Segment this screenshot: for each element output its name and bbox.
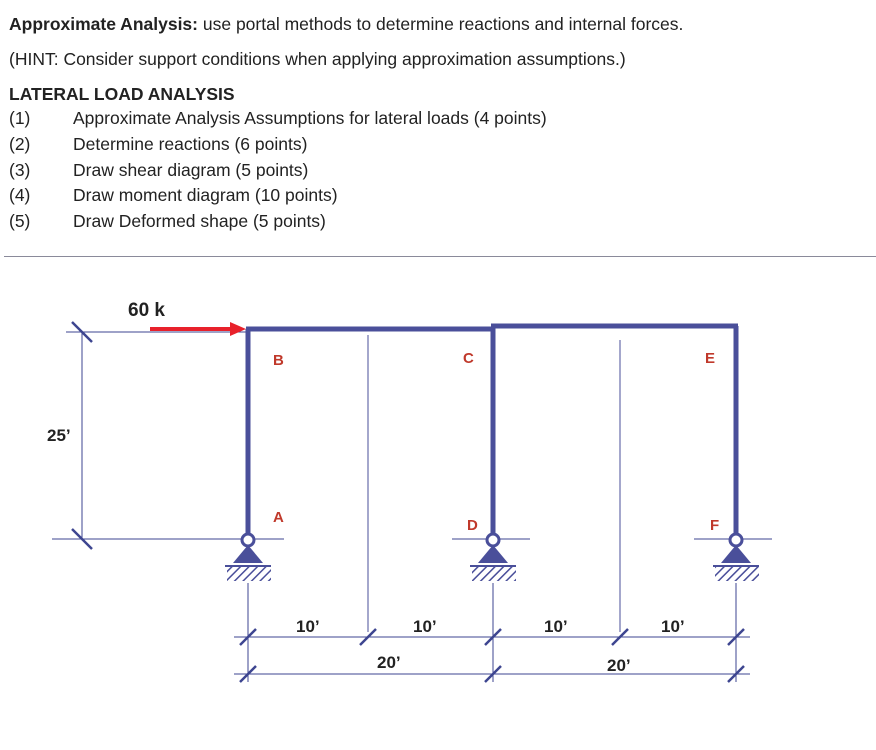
node-label-b: B (273, 352, 284, 369)
node-label-e: E (705, 350, 716, 367)
task-4-text: Draw moment diagram (10 points) (73, 185, 338, 205)
dim-label-4: 10’ (661, 617, 685, 636)
load-label: 60 k (128, 300, 165, 321)
task-3-number: (3) (9, 160, 31, 180)
task-4-number: (4) (9, 185, 31, 205)
dim-label-2: 10’ (413, 617, 437, 636)
pin-support-f (713, 534, 759, 581)
task-3-text: Draw shear diagram (5 points) (73, 160, 309, 180)
dim-label-6: 20’ (607, 656, 631, 675)
task-2-text: Determine reactions (6 points) (73, 134, 308, 154)
node-label-d: D (467, 517, 478, 534)
load-arrow-head (230, 322, 246, 336)
node-label-f: F (710, 517, 720, 534)
height-label: 25’ (47, 426, 71, 445)
task-5-text: Draw Deformed shape (5 points) (73, 211, 326, 231)
dim-label-3: 10’ (544, 617, 568, 636)
task-5-number: (5) (9, 211, 31, 231)
dim-label-5: 20’ (377, 653, 401, 672)
task-2-number: (2) (9, 134, 31, 154)
pin-support-d (470, 534, 516, 581)
task-1-number: (1) (9, 108, 31, 128)
task-1-text: Approximate Analysis Assumptions for lateral loads (4 points) (73, 108, 547, 128)
dim-label-1: 10’ (296, 617, 320, 636)
node-label-a: A (273, 509, 284, 526)
hint-text: (HINT: Consider support conditions when applying approximation assumptions.) (9, 49, 626, 69)
node-label-c: C (463, 350, 474, 367)
problem-title-bold: Approximate Analysis: (9, 14, 198, 34)
pin-support-a (225, 534, 271, 581)
problem-title-rest: use portal methods to determine reactions and internal forces. (198, 14, 684, 34)
section-heading: LATERAL LOAD ANALYSIS (9, 84, 235, 104)
